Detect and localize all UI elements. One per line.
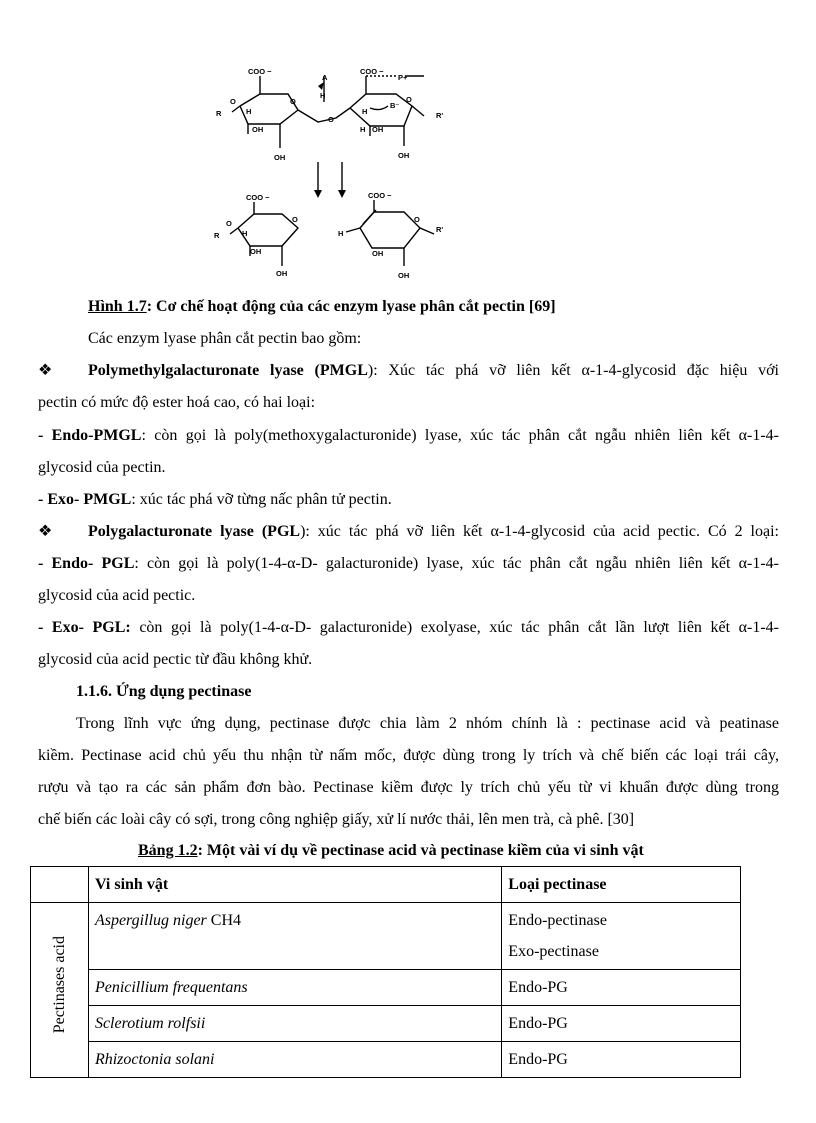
endo-pmgl-term: - Endo-PMGL	[38, 427, 142, 444]
label-h: H	[242, 229, 248, 238]
label-o: O	[406, 95, 412, 104]
label-o: O	[226, 219, 232, 228]
endo-pmgl-line-2: glycosid của pectin.	[38, 459, 166, 476]
table-row	[31, 1042, 741, 1078]
section-heading: 1.1.6. Ứng dụng pectinase	[76, 683, 252, 700]
label-r-prime: R'	[436, 225, 444, 234]
exo-pmgl-term: - Exo- PMGL	[38, 491, 132, 508]
label-h: H	[360, 125, 366, 134]
header-microorganism: Vi sinh vật	[88, 867, 501, 903]
label-a: A	[322, 73, 328, 82]
lyase-mechanism-diagram	[210, 62, 450, 288]
endo-pmgl-text: : còn gọi là poly(methoxygalacturonide) lyase, xúc tác phân cắt ngẫu nhiên liên kết α-1-4-	[141, 427, 779, 444]
label-b: B⁻	[390, 101, 400, 110]
label-p: P+	[398, 73, 408, 82]
organism-suffix: CH4	[206, 912, 242, 929]
endo-pgl-text: : còn gọi là poly(1-4-α-D- galacturonide) lyase, xúc tác phân cắt ngẫu nhiên liên kết α-1-4-	[134, 555, 780, 572]
organism-name: Penicillium frequentans	[88, 970, 501, 1006]
endo-pgl-line-2: glycosid của acid pectic.	[38, 587, 196, 604]
label-h: H	[320, 91, 326, 100]
label-oh: OH	[252, 125, 264, 134]
label-oh: OH	[372, 125, 384, 134]
exo-pgl-term: - Exo- PGL:	[38, 619, 131, 636]
label-r: R	[216, 109, 222, 118]
intro-text: Các enzym lyase phân cắt pectin bao gồm:	[88, 330, 362, 347]
pmgl-line-1	[38, 361, 779, 381]
type-value: Exo-pectinase	[508, 943, 599, 960]
label-oh: OH	[398, 151, 410, 160]
exo-pgl-line-1	[38, 618, 779, 638]
label-oh: OH	[398, 271, 410, 280]
table-row	[31, 903, 741, 970]
bullet-icon: ❖	[38, 523, 53, 540]
table-header-empty	[31, 867, 89, 903]
pmgl-term: Polymethylgalacturonate lyase (PMGL	[88, 362, 368, 379]
bullet-icon: ❖	[38, 362, 53, 379]
pgl-text: ): xúc tác phá vỡ liên kết α-1-4-glycosid của acid pectic. Có 2 loại:	[300, 523, 779, 540]
exo-pmgl-line	[38, 490, 779, 510]
exo-pmgl-text: : xúc tác phá vỡ từng nấc phân tử pectin.	[131, 491, 392, 508]
label-coo-dash: COO −	[360, 67, 384, 76]
table-header-row	[31, 867, 741, 903]
pectinase-table	[30, 866, 741, 1078]
table-caption-label: Bảng 1.2	[138, 842, 198, 859]
label-h: H	[246, 107, 252, 116]
table-row	[31, 970, 741, 1006]
paragraph-line-1: Trong lĩnh vực ứng dụng, pectinase được chia làm 2 nhóm chính là : pectinase acid và peatinase	[76, 715, 779, 732]
label-o: O	[414, 215, 420, 224]
label-coo-dash: COO −	[368, 191, 392, 200]
endo-pgl-line-1	[38, 554, 779, 574]
type-value: Endo-PG	[502, 1006, 741, 1042]
figure-caption-label: Hình 1.7	[88, 298, 147, 315]
endo-pmgl-line-1	[38, 426, 779, 446]
label-o: O	[230, 97, 236, 106]
exo-pgl-text: còn gọi là poly(1-4-α-D- galacturonide) exolyase, xúc tác phân cắt lần lượt liên kết α-1-4-	[130, 619, 780, 636]
svg-text:COO −: COO −	[248, 67, 272, 76]
type-value: Endo-pectinase	[508, 912, 607, 929]
label-oh: OH	[276, 269, 288, 278]
label-oh: OH	[250, 247, 262, 256]
group-label: Pectinases acid	[50, 935, 68, 1034]
label-coo-dash: COO −	[246, 193, 270, 202]
label-oh: OH	[372, 249, 384, 258]
label-o: O	[328, 115, 334, 124]
paragraph-line-2: kiềm. Pectinase acid chủ yếu thu nhận từ nấm mốc, được dùng trong ly trích và chế biến các loại trái cây,	[38, 747, 779, 764]
pgl-line	[38, 522, 779, 542]
table-row	[31, 1006, 741, 1042]
figure-caption-text: : Cơ chế hoạt động của các enzym lyase phân cắt pectin [69]	[146, 298, 556, 315]
exo-pgl-line-2: glycosid của acid pectic từ đầu không khử.	[38, 651, 313, 668]
label-h: H	[362, 107, 368, 116]
label-r: R	[214, 231, 220, 240]
group-label-cell	[31, 903, 89, 1078]
paragraph-line-4: chế biến các loài cây có sợi, trong công nghiệp giấy, xử lí nước thải, lên men trà, cà phê. [30]	[38, 811, 635, 828]
organism-cell	[88, 903, 501, 970]
organism-name: Rhizoctonia solani	[88, 1042, 501, 1078]
table-caption-text: : Một vài ví dụ về pectinase acid và pectinase kiềm của vi sinh vật	[197, 842, 644, 859]
organism-name: Aspergillug niger	[94, 912, 207, 929]
organism-name: Sclerotium rolfsii	[88, 1006, 501, 1042]
endo-pgl-term: - Endo- PGL	[38, 555, 135, 572]
label-r-prime: R'	[436, 111, 444, 120]
table-caption	[138, 841, 816, 861]
paragraph-line-3: rượu và tạo ra các sản phẩm đơn bào. Pectinase kiềm được ly trích chủ yếu từ vi khuẩn được dùng trong	[38, 779, 779, 796]
figure-caption	[88, 297, 816, 317]
type-value: Endo-PG	[502, 970, 741, 1006]
label-o: O	[290, 97, 296, 106]
header-pectinase-type: Loại pectinase	[502, 867, 741, 903]
label-coo: COO	[248, 67, 266, 76]
pmgl-text: ): Xúc tác phá vỡ liên kết α-1-4-glycosid đặc hiệu với	[367, 362, 780, 379]
pmgl-line-2: pectin có mức độ ester hoá cao, có hai loại:	[38, 394, 316, 411]
type-cell	[502, 903, 741, 970]
label-oh: OH	[274, 153, 286, 162]
pgl-term: Polygalacturonate lyase (PGL	[88, 523, 301, 540]
label-h: H	[338, 229, 344, 238]
type-value: Endo-PG	[502, 1042, 741, 1078]
label-o: O	[292, 215, 298, 224]
